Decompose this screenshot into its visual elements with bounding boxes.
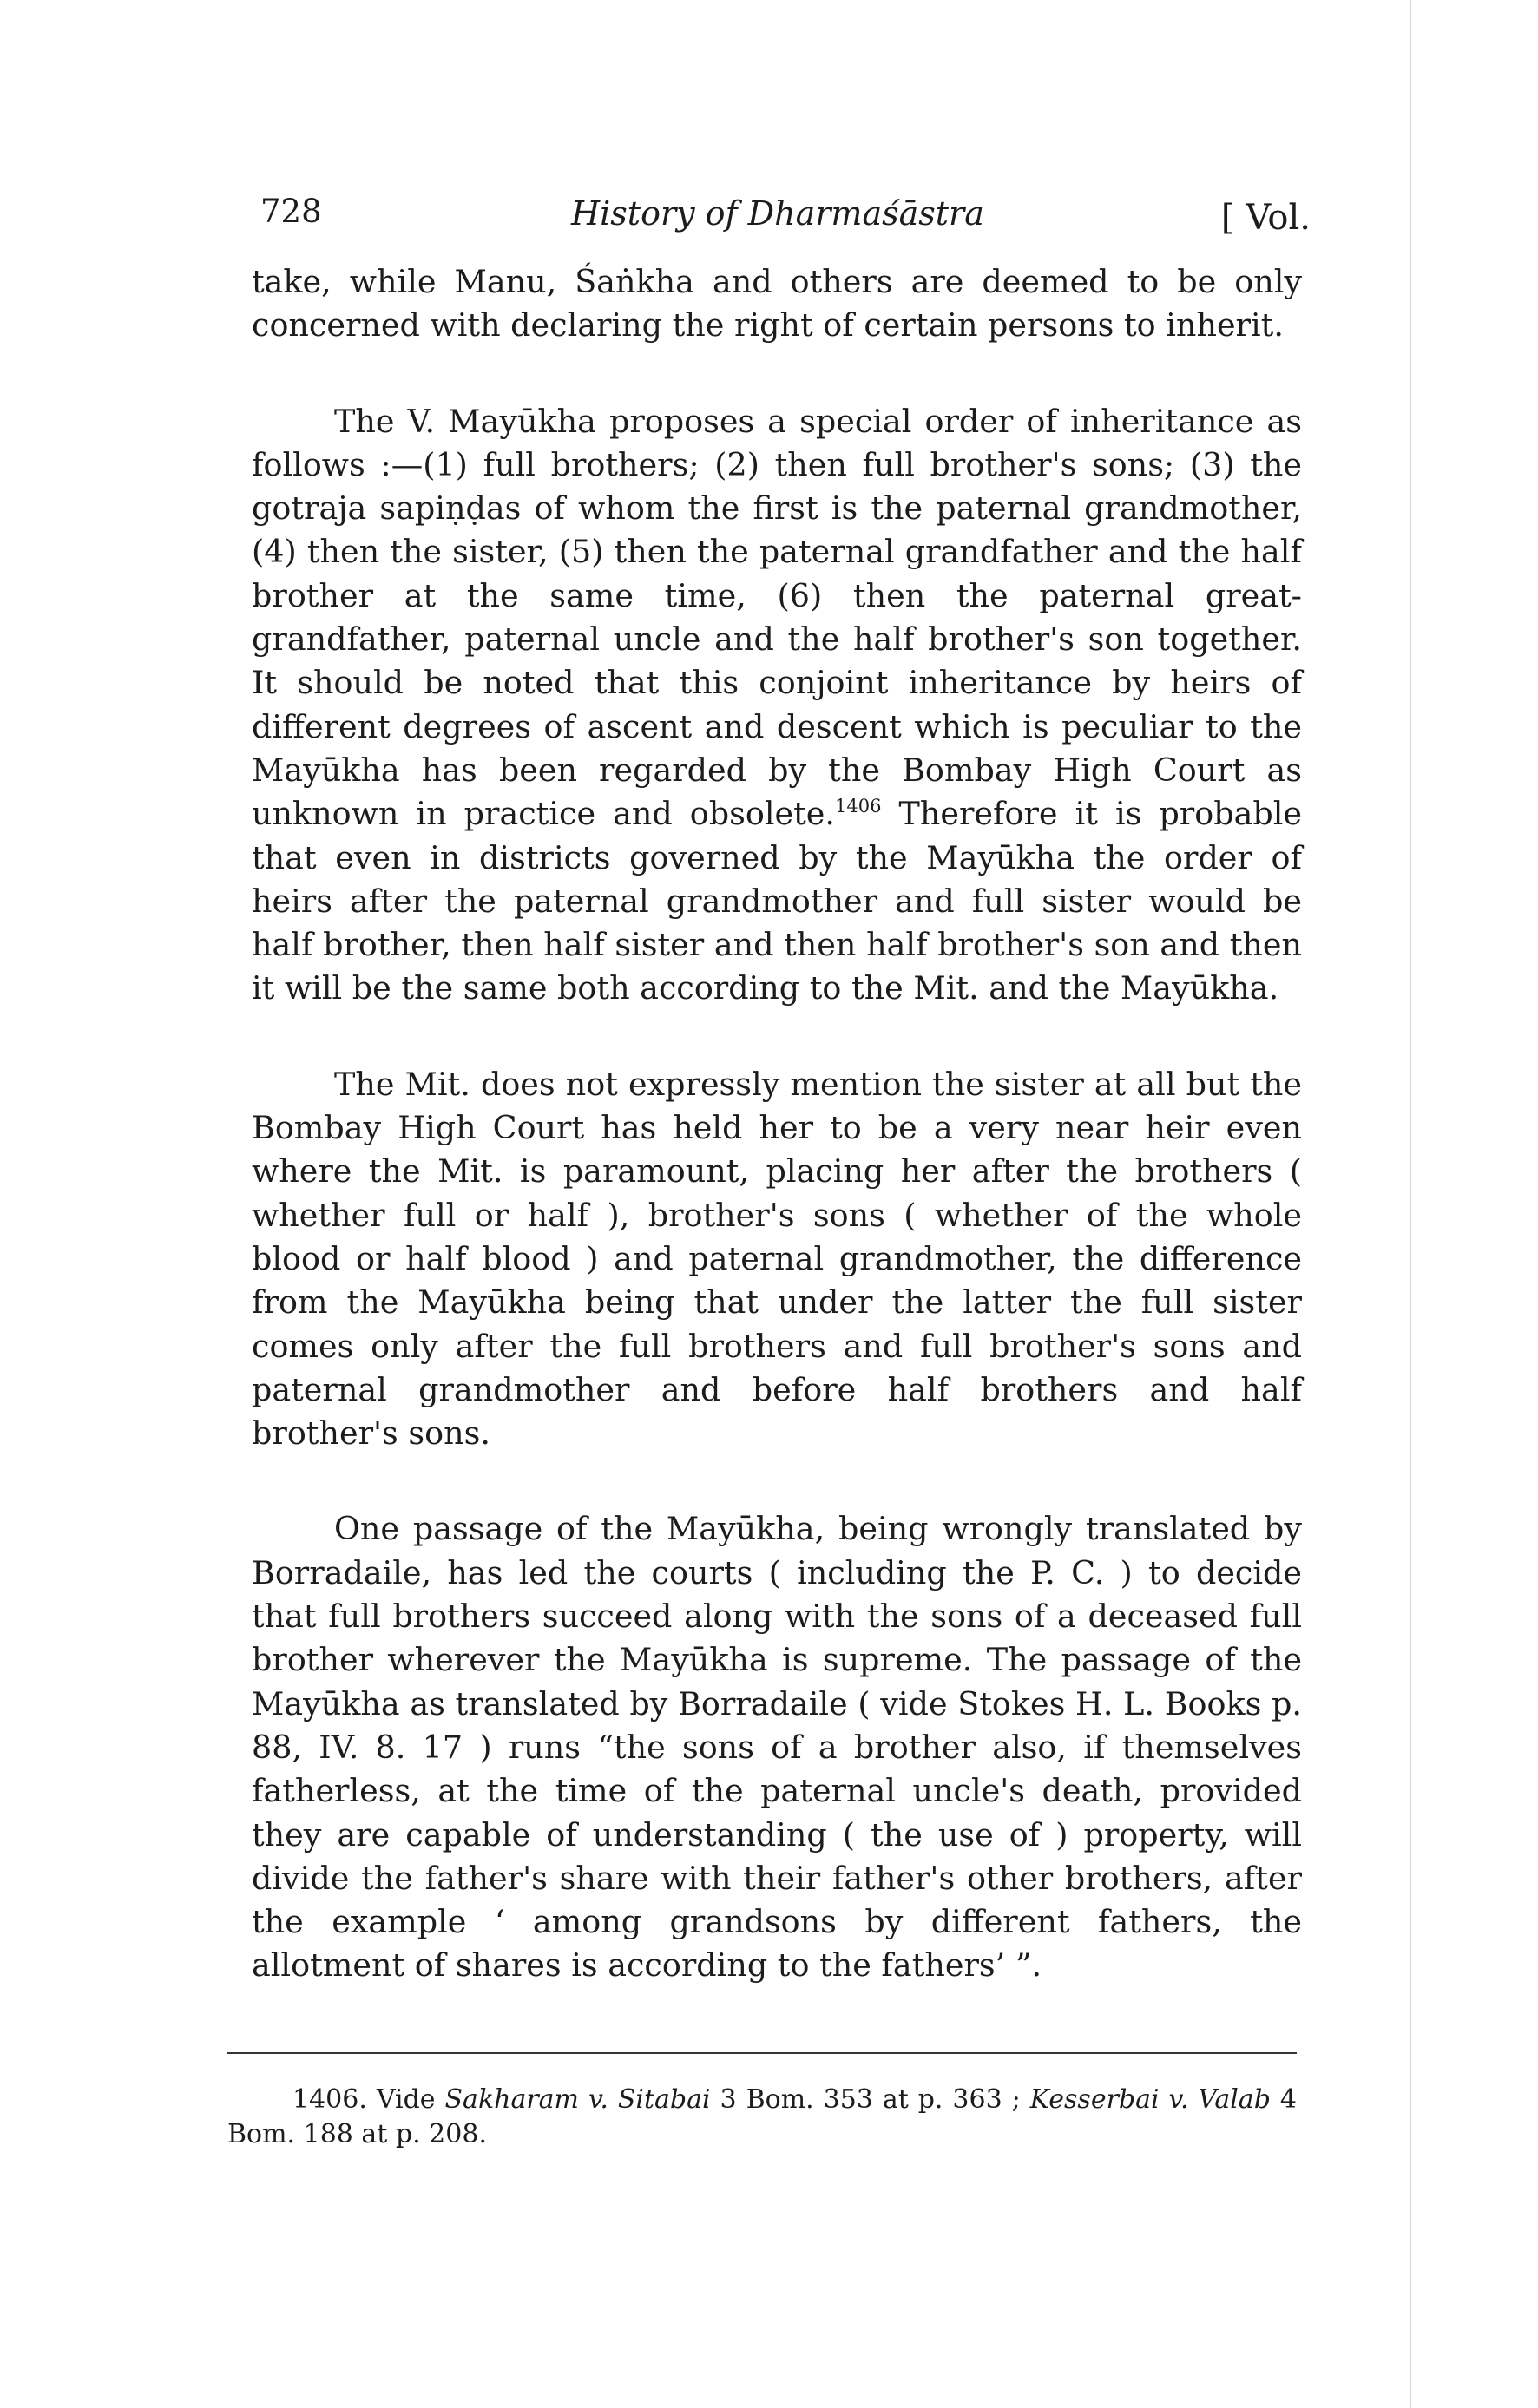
paragraph-text: One passage of the Mayūkha, being wrongly translated by Borradaile, has led the courts ( including the P. C. ) to decide that full brothers succeed along with the sons of a deceased full brother wherever the Mayūkha is supreme. The passage of the Mayūkha as translated by Borradaile ( vide Stokes H. L. Books p. 88, IV. 8. 17 ) runs “the sons of a brother also, if themselves fatherless, at the time of the paternal uncle's death, provided they are capable of understanding ( the use of ) property, will divide the father's share with their father's other brothers, after the example ‘ among grandsons by different fathers, the allotment of shares is according to the fathers’ ”. — [252, 1510, 1302, 1985]
body-text — [252, 260, 1302, 2040]
footnote-case-1: Sakharam v. Sitabai — [444, 2084, 711, 2115]
footnote-1406 — [227, 2083, 1297, 2152]
paragraph-borradaile-translation — [252, 1507, 1302, 1987]
footnote-case-2: Kesserbai v. Valab — [1029, 2084, 1271, 2115]
scan-margin-line — [1410, 0, 1411, 2408]
footnote-citation-1: 3 Bom. 353 at p. 363 ; — [720, 2084, 1021, 2115]
footnote-reference[interactable]: 1406 — [834, 796, 882, 817]
footnote-divider — [227, 2052, 1297, 2054]
paragraph-text: Therefore it is probable that even in districts governed by the Mayūkha the order of heirs after the paternal grandmother and full sister would be half brother, then half sister and then half brother's son and then it will be the same both according to the Mit. and the Mayūkha. — [252, 795, 1302, 1007]
paragraph-text: The V. Mayūkha proposes a special order of inheritance as follows :—(1) full brothers; (2) then full brother's sons; (3) the gotraja sapiṇḍas of whom the first is the paternal grandmother, (4) then the sister, (5) then the paternal grandfather and the half brother at the same time, (6) then the paternal great-grandfather, paternal uncle and the half brother's son together. It should be noted that this conjoint inheritance by heirs of different degrees of ascent and descent which is peculiar to the Mayūkha has been regarded by the Bombay High Court as unknown in practice and obsolete. — [252, 402, 1302, 833]
footnote-citation-2: 4 Bom. 188 at p. 208. — [227, 2084, 1297, 2149]
page-header — [260, 193, 1311, 245]
paragraph-mayukha-order — [252, 400, 1302, 1011]
paragraph-text: The Mit. does not expressly mention the sister at all but the Bombay High Court has held her to be a very near heir even where the Mit. is paramount, placing her after the brothers ( whether full or half ), brother's sons ( whether of the whole blood or half blood ) and paternal grandmother, the difference from the Mayūkha being that under the latter the full sister comes only after the full brothers and full brother's sons and paternal grandmother and before half brothers and half brother's sons. — [252, 1065, 1302, 1453]
page-number: 728 — [260, 193, 322, 230]
paragraph-continued — [252, 260, 1302, 348]
running-title: History of Dharmaśāstra — [571, 194, 984, 233]
footnote-number: 1406. — [292, 2084, 367, 2115]
paragraph-mitakshara-sister — [252, 1063, 1302, 1456]
footnotes — [227, 2083, 1297, 2152]
volume-label: [ Vol. — [1220, 198, 1311, 238]
footnote-vide: Vide — [376, 2084, 436, 2115]
paragraph-text: take, while Manu, Śaṅkha and others are deemed to be only concerned with declaring the right of certain persons to inherit. — [252, 263, 1302, 344]
